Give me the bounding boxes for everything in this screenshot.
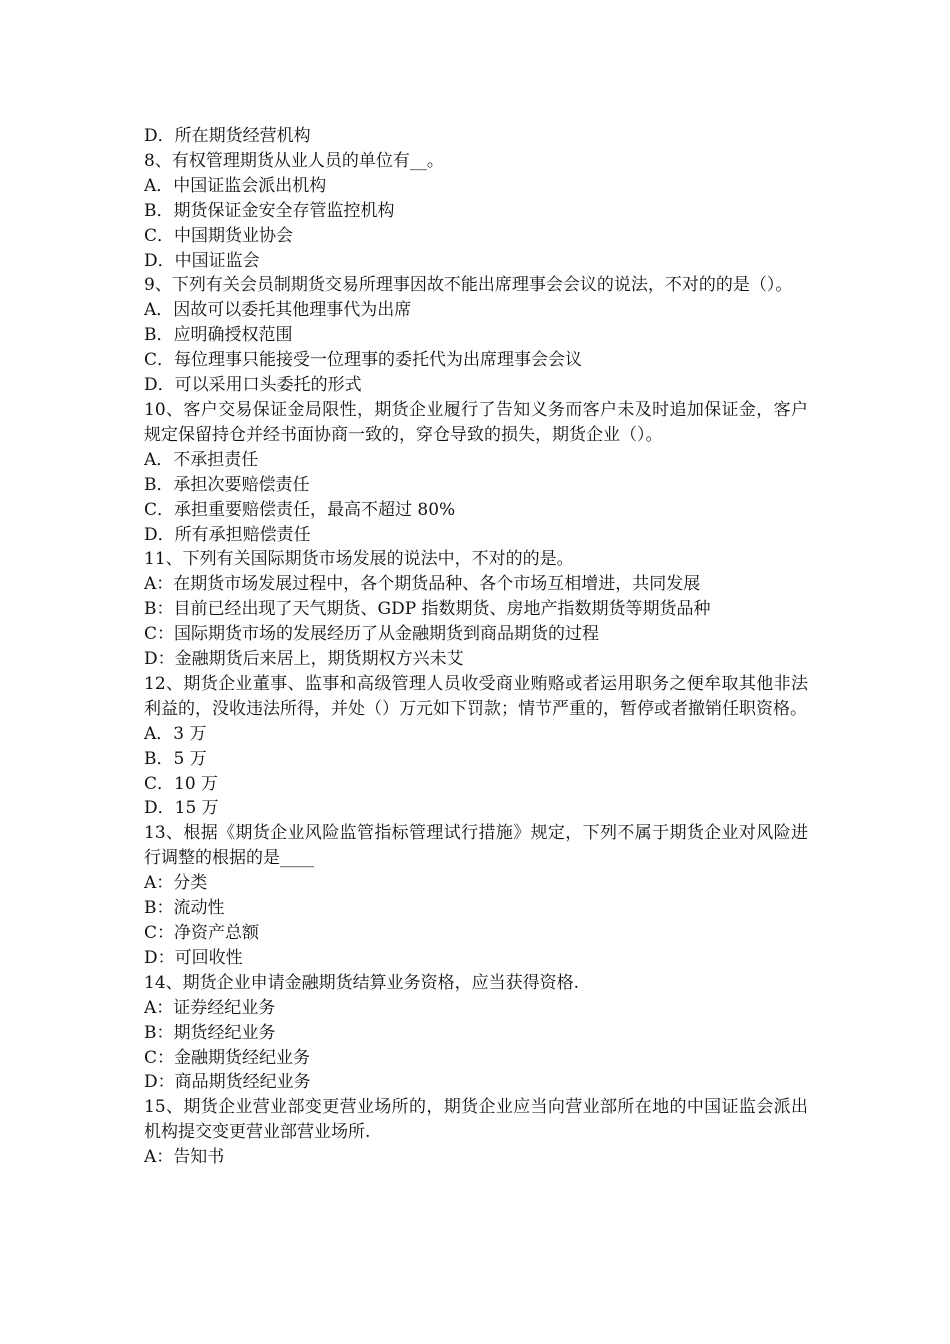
option-line: A．中国证监会派出机构 (144, 175, 327, 196)
question-line: 8、有权管理期货从业人员的单位有__。 (144, 150, 444, 171)
option-line: A：在期货市场发展过程中，各个期货品种、各个市场互相增进，共同发展 (144, 574, 701, 595)
option-line: A．不承担责任 (144, 449, 259, 470)
question-line: 11、下列有关国际期货市场发展的说法中，不对的的是。 (144, 549, 574, 570)
option-line: B：流动性 (144, 898, 225, 919)
option-line: D．所有承担赔偿责任 (144, 524, 311, 545)
question-line: 12、期货企业董事、监事和高级管理人员收受商业贿赂或者运用职务之便牟取其他非法利益的，没收违法所得，并处（）万元如下罚款；情节严重的，暂停或者撤销任职资格。 (144, 673, 808, 719)
question-line: 13、根据《期货企业风险监管指标管理试行措施》规定，下列不属于期货企业对风险进行调整的根据的是____ (144, 823, 808, 869)
option-line: C：金融期货经纪业务 (144, 1047, 311, 1068)
option-line: D．可以采用口头委托的形式 (144, 375, 362, 396)
option-line: C：净资产总额 (144, 923, 260, 943)
option-line: B．应明确授权范围 (144, 325, 293, 346)
question-line: 14、期货企业申请金融期货结算业务资格，应当获得资格. (144, 972, 580, 993)
option-line: D：商品期货经纪业务 (144, 1072, 311, 1093)
option-line: D．中国证监会 (144, 250, 260, 271)
option-line: D：金融期货后来居上，期货期权方兴未艾 (144, 649, 464, 670)
question-line: 9、下列有关会员制期货交易所理事因故不能出席理事会会议的说法，不对的的是（）。 (144, 275, 793, 296)
option-line: A：证券经纪业务 (144, 997, 276, 1018)
option-line: C．10 万 (144, 773, 219, 794)
option-line: A：分类 (144, 873, 208, 894)
option-line: B．承担次要赔偿责任 (144, 474, 310, 495)
option-line: C．每位理事只能接受一位理事的委托代为出席理事会会议 (144, 350, 583, 371)
option-line: D．所在期货经营机构 (144, 126, 311, 146)
option-line: B：目前已经出现了天气期货、GDP 指数期货、房地产指数期货等期货品种 (144, 599, 711, 620)
option-line: B．期货保证金安全存管监控机构 (144, 200, 395, 221)
option-line: A：告知书 (144, 1147, 225, 1168)
option-line: B．5 万 (144, 748, 207, 769)
option-line: C：国际期货市场的发展经历了从金融期货到商品期货的过程 (144, 624, 600, 645)
option-line: D．15 万 (144, 798, 219, 819)
question-line: 15、期货企业营业部变更营业场所的，期货企业应当向营业部所在地的中国证监会派出机构提交变更营业部营业场所. (144, 1097, 808, 1143)
option-line: A．因故可以委托其他理事代为出席 (144, 300, 412, 321)
option-line: B：期货经纪业务 (144, 1022, 276, 1043)
document-body (144, 124, 808, 1170)
option-line: C．中国期货业协会 (144, 225, 294, 246)
question-line: 10、客户交易保证金局限性，期货企业履行了告知义务而客户未及时追加保证金，客户规定保留持仓并经书面协商一致的，穿仓导致的损失，期货企业（）。 (144, 399, 808, 445)
option-line: D：可回收性 (144, 947, 243, 968)
option-line: C．承担重要赔偿责任，最高不超过 80% (144, 499, 456, 520)
option-line: A．3 万 (144, 723, 207, 744)
